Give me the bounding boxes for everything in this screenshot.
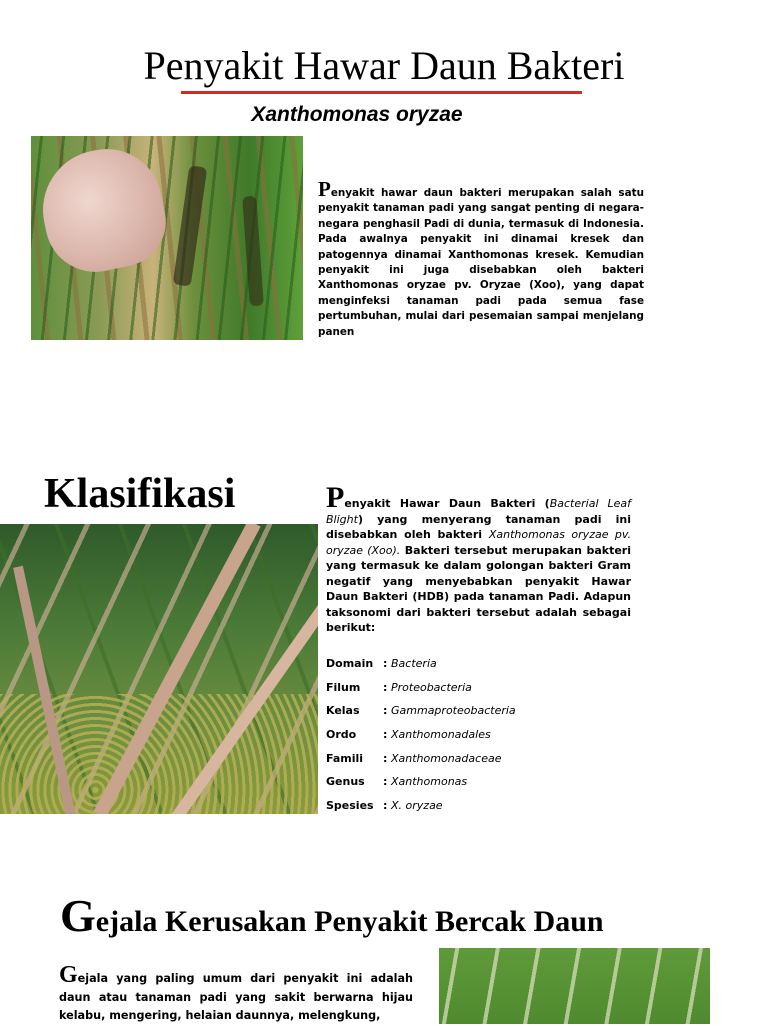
taxonomy-colon: : [383,704,388,718]
taxonomy-value: Xanthomonadales [391,728,491,742]
page-title: Penyakit Hawar Daun Bakteri [143,43,625,88]
rice-plant-symptom-photo [439,948,710,1024]
taxonomy-value: Xanthomonas [391,775,468,789]
klasifikasi-paragraph [326,481,631,636]
taxonomy-colon: : [383,680,388,694]
taxonomy-colon: : [383,751,388,765]
section-heading-gejala [60,890,604,948]
gejala-dropcap: G [59,962,78,988]
taxonomy-colon: : [383,657,388,671]
taxonomy-label: Filum [326,680,361,694]
gejala-heading-cap: G [60,890,96,941]
klasifikasi-lead: enyakit [344,497,391,510]
gejala-text: ejala yang paling umum dari penyakit ini adalah daun atau tanaman padi yang sakit berwarna hijau kelabu, mengering, helaian daunnya, melengkung, [59,972,413,1022]
taxonomy-colon: : [383,728,388,742]
taxonomy-value: Proteobacteria [391,680,472,694]
taxonomy-value: Bacteria [391,657,437,671]
taxonomy-list [326,652,626,817]
klasifikasi-italic-2: Xanthomonas oryzae pv. oryzae (Xoo). [326,528,631,557]
taxonomy-row [326,770,626,794]
klasifikasi-text-1: Hawar Daun Bakteri ( [390,497,550,510]
taxonomy-row [326,746,626,770]
section-heading-klasifikasi: Klasifikasi [44,471,236,517]
taxonomy-row [326,723,626,747]
taxonomy-label: Domain [326,657,374,671]
klasifikasi-italic-1: Bacterial Leaf Blight [326,497,631,526]
subtitle-text: Xanthomonas oryzae [251,103,463,126]
rice-leaf-blight-photo-closeup [31,136,303,340]
intro-dropcap: P [318,177,331,201]
taxonomy-colon: : [383,798,388,812]
taxonomy-value: Xanthomonadaceae [391,751,502,765]
taxonomy-row [326,699,626,723]
taxonomy-value: Gammaproteobacteria [391,704,516,718]
intro-text: enyakit hawar daun bakteri merupakan salah satu penyakit tanaman padi yang sangat penting di negara-negara penghasil Padi di dunia, termasuk di Indonesia. Pada awalnya penyakit ini dinamai kresek dan patogennya dinamai Xanthomonas kresek. Kemudian penyakit ini juga disebabkan oleh bakteri Xanthomonas oryzae pv. Oryzae (Xoo), yang dapat menginfeksi tanaman padi pada semua fase pertumbuhan, mulai dari pesemaian sampai menjelang panen [318,187,644,338]
taxonomy-value: X. oryzae [391,798,443,812]
klasifikasi-text-2: ) yang menyerang tanaman padi ini disebabkan oleh bakteri [326,512,631,541]
taxonomy-label: Famili [326,751,364,765]
klasifikasi-dropcap: P [326,481,345,514]
taxonomy-label: Kelas [326,704,360,718]
page-subtitle [0,100,714,130]
taxonomy-row [326,652,626,676]
taxonomy-row [326,794,626,818]
gejala-heading-text: ejala Kerusakan Penyakit Bercak Daun [95,905,604,938]
lesion-mark [173,165,208,286]
title-underline [181,91,582,94]
taxonomy-label: Spesies [326,798,374,812]
taxonomy-label: Ordo [326,728,357,742]
thumb-shape [32,139,174,281]
intro-paragraph [318,177,644,340]
taxonomy-label: Genus [326,775,365,789]
gejala-paragraph [59,962,413,1026]
taxonomy-colon: : [383,775,388,789]
rice-field-blight-photo [0,524,318,814]
taxonomy-row [326,676,626,700]
klasifikasi-text-3: Bakteri tersebut merupakan bakteri yang termasuk ke dalam golongan bakteri Gram negatif yang menyebabkan penyakit Hawar Daun Bakteri (HDB) pada tanaman Padi. Adapun taksonomi dari bakteri tersebut adalah sebagai berikut: [326,543,631,634]
lesion-mark [242,196,264,307]
